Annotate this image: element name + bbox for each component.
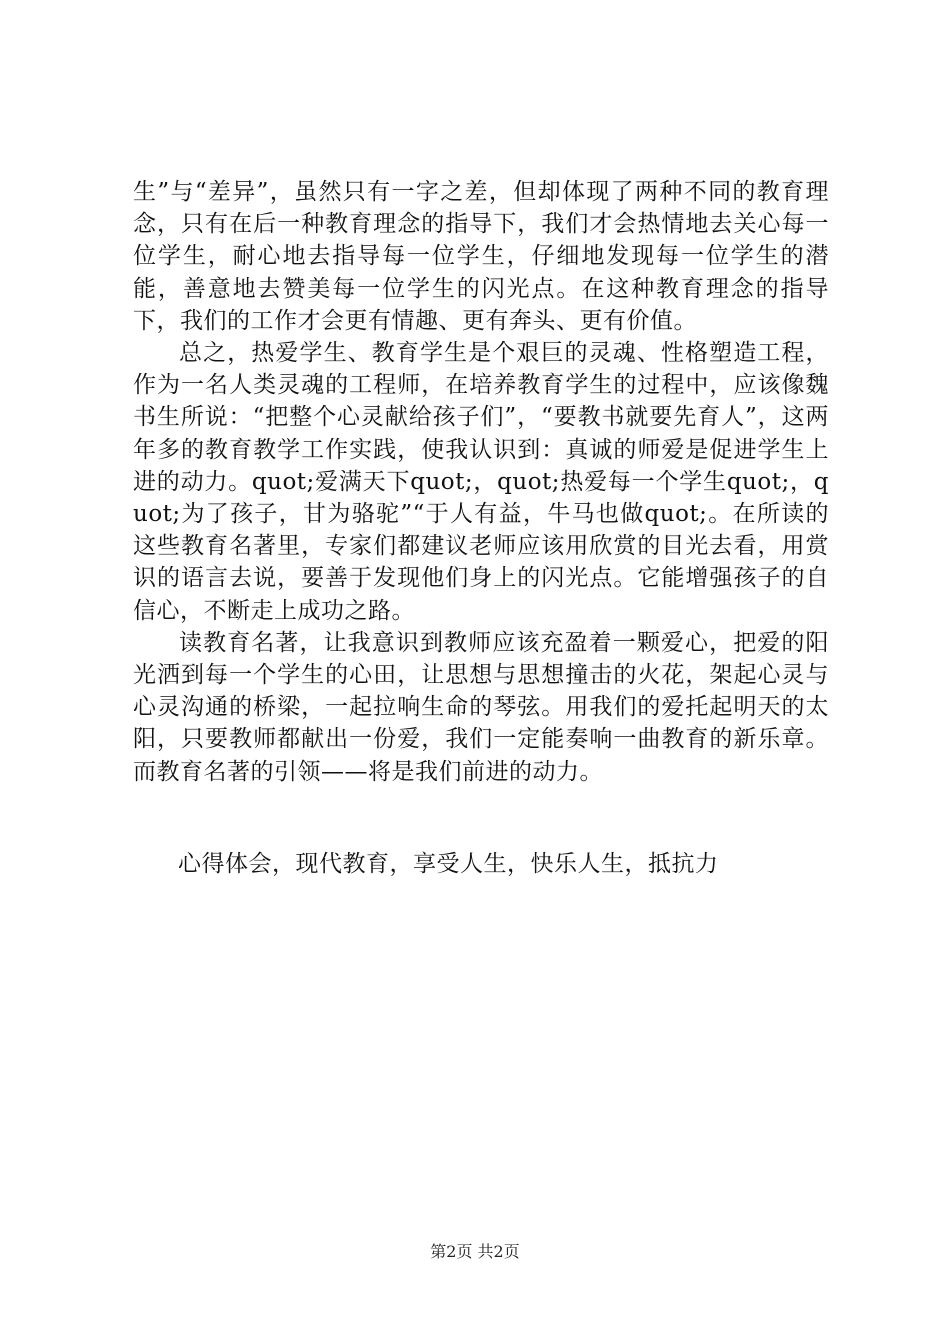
paragraph-1: 生”与“差异”，虽然只有一字之差，但却体现了两种不同的教育理念，只有在后一种教育理念的指导下，我们才会热情地去关心每一位学生，耐心地去指导每一位学生，仔细地发现每一位学生的潜能，善意地去赞美每一位学生的闪光点。在这种教育理念的指导下，我们的工作才会更有情趣、更有奔头、更有价值。: [133, 179, 829, 334]
paragraph-3: 读教育名著，让我意识到教师应该充盈着一颗爱心，把爱的阳光洒到每一个学生的心田，让思想与思想撞击的火花，架起心灵与心灵沟通的桥梁，一起拉响生命的琴弦。用我们的爱托起明天的太阳，只要教师都献出一份爱，我们一定能奏响一曲教育的新乐章。而教育名著的引领——将是我们前进的动力。: [133, 629, 829, 785]
keywords-line: 心得体会，现代教育，享受人生，快乐人生，抵抗力: [178, 851, 719, 877]
paragraph-2: 总之，热爱学生、教育学生是个艰巨的灵魂、性格塑造工程，作为一名人类灵魂的工程师，在培养教育学生的过程中，应该像魏书生所说：“把整个心灵献给孩子们”，“要教书就要先育人”，这两年多的教育教学工作实践，使我认识到：真诚的师爱是促进学生上进的动力。quot;爱满天下quot;，quot;热爱每一个学生quot;，quot;为了孩子，甘为骆驼”“于人有益，牛马也做quot;。在所读的这些教育名著里，专家们都建议老师应该用欣赏的目光去看，用赏识的语言去说，要善于发现他们身上的闪光点。它能增强孩子的自信心，不断走上成功之路。: [133, 340, 829, 624]
document-body: [133, 176, 829, 788]
page-number-footer: 第2页 共2页: [430, 1242, 520, 1261]
